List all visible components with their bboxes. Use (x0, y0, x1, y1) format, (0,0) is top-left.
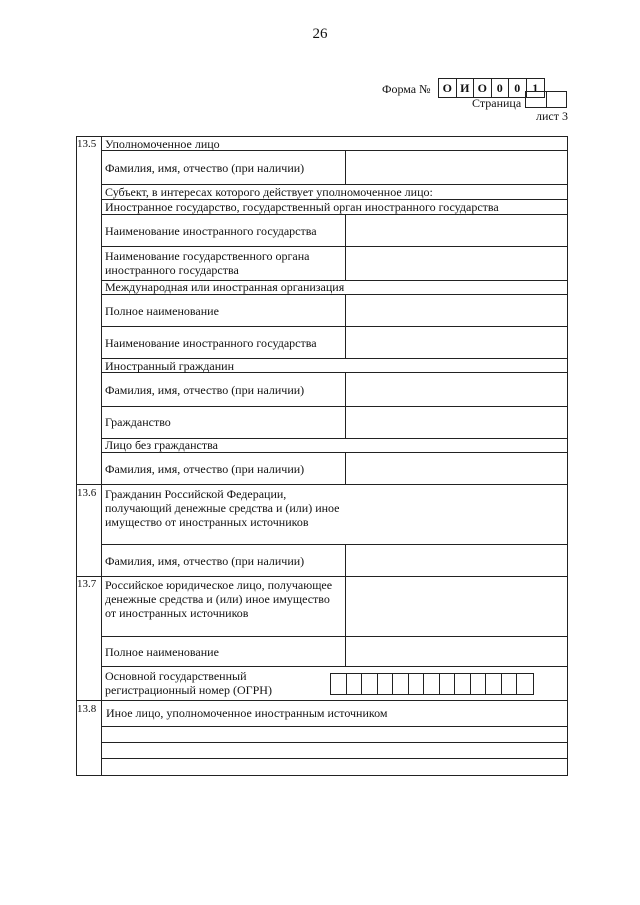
form-code-cell: О (474, 79, 492, 97)
form-code-cell: 0 (509, 79, 527, 97)
field-label-fio: Фамилия, имя, отчество (при наличии) (105, 462, 305, 476)
row-divider (101, 294, 568, 295)
form-code-cell: О (439, 79, 457, 97)
blank-line (101, 758, 568, 759)
field-label-foreign-state-name: Наименование иностранного государства (105, 336, 317, 350)
field-label-citizenship: Гражданство (105, 415, 171, 429)
field-label-full-name: Полное наименование (105, 645, 219, 659)
section-number-13-7: 13.7 (77, 578, 97, 590)
row-divider (101, 666, 568, 667)
page-label: Страница (472, 96, 522, 110)
value-column-divider (345, 544, 346, 576)
form-code-cell: 1 (532, 81, 539, 95)
section-number-13-5: 13.5 (77, 138, 97, 150)
blank-line (101, 726, 568, 727)
page-number: 26 (312, 26, 328, 42)
section-divider (76, 576, 568, 577)
subject-label: Субъект, в интересах которого действует уполномоченное лицо: (105, 185, 433, 199)
field-label-fio: Фамилия, имя, отчество (при наличии) (105, 554, 305, 568)
field-label-ogrn: Основной государственный регистрационный номер (ОГРН) (105, 669, 272, 697)
row-divider (101, 406, 568, 407)
subheading-foreign-citizen: Иностранный гражданин (105, 359, 234, 373)
row-divider (101, 544, 568, 545)
field-label-state-body-name: Наименование государственного органа иностранного государства (105, 249, 310, 277)
section-number-13-8: 13.8 (77, 703, 97, 715)
section-divider (76, 700, 568, 701)
form-number-label: Форма № (382, 82, 431, 96)
row-divider (101, 246, 568, 247)
form-code-cell: И (457, 79, 475, 97)
sheet-label: лист 3 (536, 109, 568, 123)
section-divider (76, 484, 568, 485)
subheading-international-org: Международная или иностранная организация (105, 280, 345, 294)
subheading-stateless-person: Лицо без гражданства (105, 438, 218, 452)
section-title-russian-citizen: Гражданин Российской Федерации, получающий денежные средства и (или) иное имущество от иностранных источников (105, 487, 340, 529)
section-number-13-6: 13.6 (77, 487, 97, 499)
value-column-divider (345, 214, 346, 280)
row-divider (101, 326, 568, 327)
section-title-other-person: Иное лицо, уполномоченное иностранным источником (106, 706, 388, 720)
page-number-field[interactable] (525, 91, 567, 108)
ogrn-cells[interactable] (330, 673, 534, 695)
section-title-russian-legal-entity: Российское юридическое лицо, получающее денежные средства и (или) иное имущество от иностранных источников (105, 578, 333, 620)
form-code-cell: 0 (492, 79, 510, 97)
section-title-authorized-person: Уполномоченное лицо (105, 137, 220, 151)
row-divider (101, 214, 568, 215)
value-column-divider (345, 576, 346, 666)
row-divider (101, 636, 568, 637)
field-label-foreign-state-name: Наименование иностранного государства (105, 224, 317, 238)
field-label-full-name: Полное наименование (105, 304, 219, 318)
value-column-divider (345, 150, 346, 184)
value-column-divider (345, 372, 346, 438)
row-divider (101, 452, 568, 453)
number-column-divider (101, 136, 102, 776)
field-label-fio: Фамилия, имя, отчество (при наличии) (105, 161, 305, 175)
field-label-fio: Фамилия, имя, отчество (при наличии) (105, 383, 305, 397)
blank-line (101, 742, 568, 743)
subheading-foreign-state: Иностранное государство, государственный орган иностранного государства (105, 200, 499, 214)
value-column-divider (345, 452, 346, 484)
